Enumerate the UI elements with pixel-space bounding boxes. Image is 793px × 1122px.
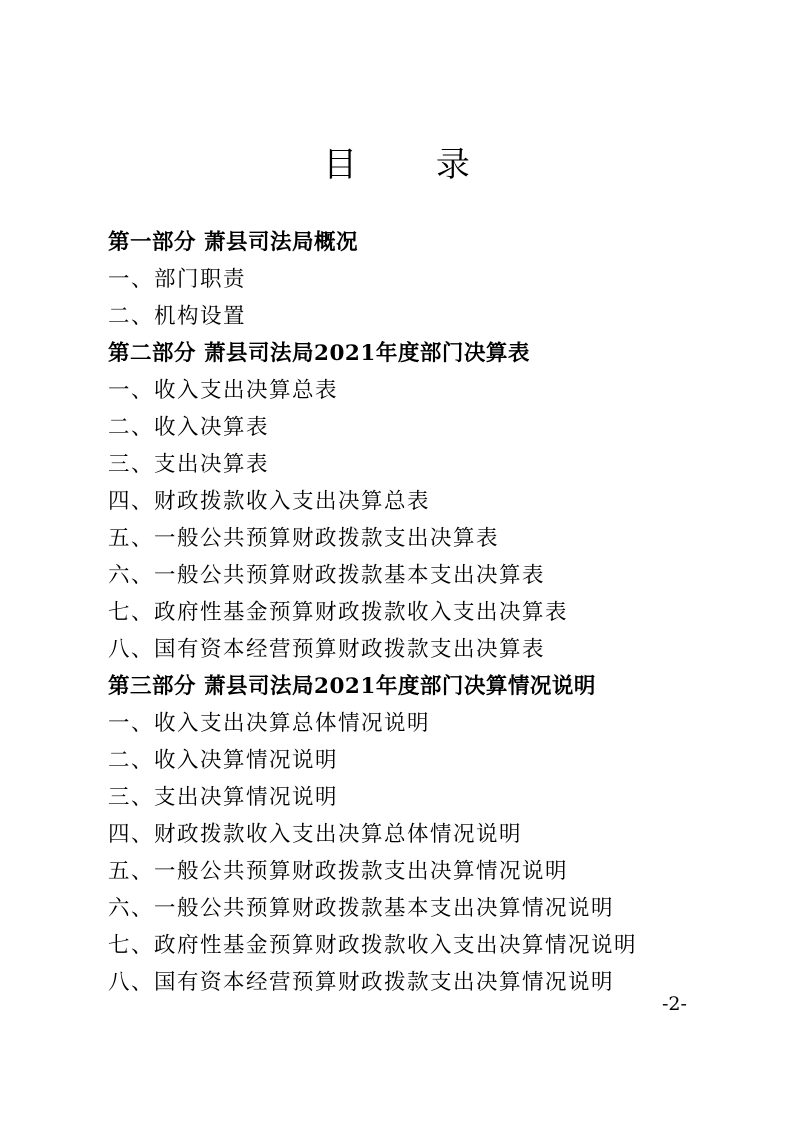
toc-item: 八、国有资本经营预算财政拨款支出决算情况说明 — [108, 970, 615, 995]
toc-item: 三、支出决算表 — [108, 452, 270, 477]
page-number: -2- — [662, 993, 687, 1015]
toc-item: 二、收入决算情况说明 — [108, 748, 339, 773]
toc-item: 一、收入支出决算总表 — [108, 378, 339, 403]
page-title: 目 录 — [323, 145, 504, 185]
toc-item: 四、财政拨款收入支出决算总表 — [108, 489, 431, 514]
toc-item: 一、部门职责 — [108, 267, 247, 292]
toc-part-1: 第一部分 萧县司法局概况 — [108, 230, 358, 255]
toc-item: 八、国有资本经营预算财政拨款支出决算表 — [108, 637, 546, 662]
toc-item: 六、一般公共预算财政拨款基本支出决算表 — [108, 563, 546, 588]
toc-part-2: 第二部分 萧县司法局2021年度部门决算表 — [108, 341, 530, 366]
toc-item: 七、政府性基金预算财政拨款收入支出决算情况说明 — [108, 933, 638, 958]
toc-item: 二、机构设置 — [108, 304, 247, 329]
toc-item: 五、一般公共预算财政拨款支出决算情况说明 — [108, 859, 569, 884]
toc-item: 三、支出决算情况说明 — [108, 785, 339, 810]
toc-item: 一、收入支出决算总体情况说明 — [108, 711, 431, 736]
toc-item: 四、财政拨款收入支出决算总体情况说明 — [108, 822, 523, 847]
toc-item: 五、一般公共预算财政拨款支出决算表 — [108, 526, 500, 551]
toc-item: 六、一般公共预算财政拨款基本支出决算情况说明 — [108, 896, 615, 921]
table-of-contents — [108, 224, 728, 1001]
toc-part-3: 第三部分 萧县司法局2021年度部门决算情况说明 — [108, 674, 596, 699]
toc-item: 七、政府性基金预算财政拨款收入支出决算表 — [108, 600, 569, 625]
toc-item: 二、收入决算表 — [108, 415, 270, 440]
